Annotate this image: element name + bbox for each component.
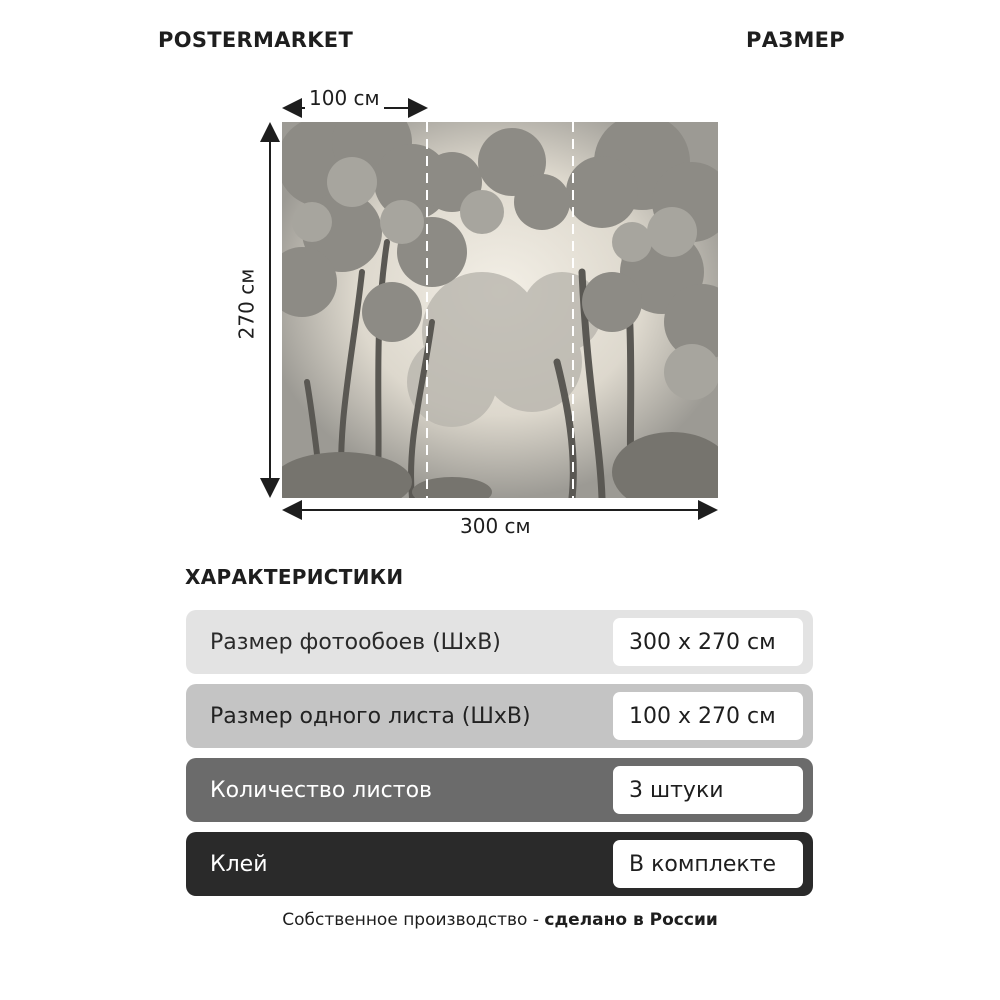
total-width-label: 300 см: [456, 514, 535, 538]
specs-title: ХАРАКТЕРИСТИКИ: [185, 565, 404, 589]
spec-row-glue: [186, 832, 813, 896]
spec-value: 100 х 270 см: [613, 692, 803, 740]
spec-value: В комплекте: [613, 840, 803, 888]
spec-row-sheet-size: [186, 684, 813, 748]
spec-value: 300 х 270 см: [613, 618, 803, 666]
forest-mural-image: [282, 122, 718, 498]
spec-label: Количество листов: [210, 777, 432, 803]
spec-value: 3 штуки: [613, 766, 803, 814]
spec-label: Размер фотообоев (ШхВ): [210, 629, 501, 655]
spec-row-size: [186, 610, 813, 674]
spec-label: Клей: [210, 851, 268, 877]
footer-note: [0, 910, 1000, 930]
height-label: 270 см: [234, 265, 258, 344]
footer-emphasis: сделано в России: [544, 910, 718, 930]
spec-row-sheet-count: [186, 758, 813, 822]
footer-text: Собственное производство -: [282, 910, 545, 930]
width-label: 100 см: [305, 86, 384, 110]
brand-logo: POSTERMARKET: [158, 28, 354, 52]
spec-label: Размер одного листа (ШхВ): [210, 703, 531, 729]
section-title: РАЗМЕР: [746, 28, 845, 52]
